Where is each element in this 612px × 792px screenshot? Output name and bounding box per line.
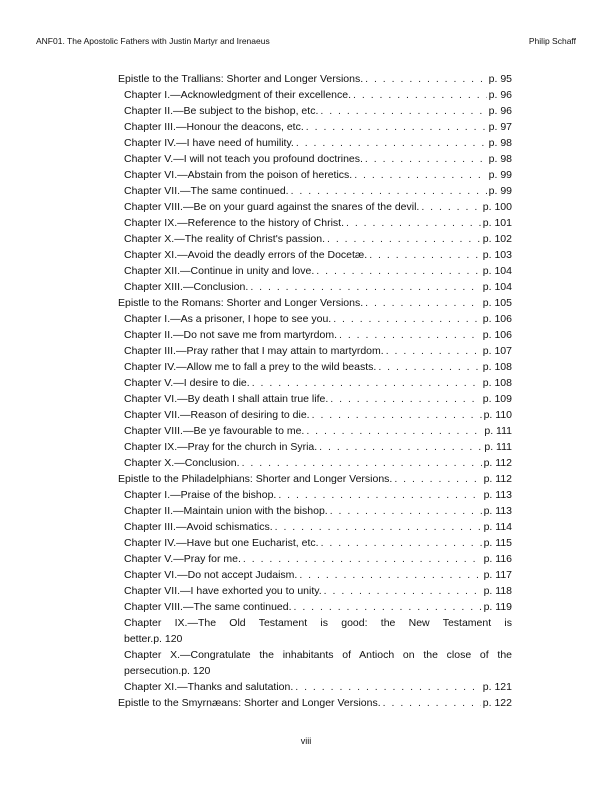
toc-entry-title: Chapter IV.—I have need of humility.: [124, 137, 294, 149]
toc-chapter-entry[interactable]: [118, 583, 512, 599]
dot-leader: [312, 407, 482, 423]
toc-entry-title: Chapter II.—Do not save me from martyrdom.: [124, 329, 337, 341]
toc-page-number: p. 97: [488, 121, 512, 133]
dot-leader: [306, 119, 487, 135]
toc-page-number: p. 98: [488, 137, 512, 149]
toc-chapter-entry[interactable]: [118, 487, 512, 503]
dot-leader: [383, 695, 481, 711]
toc-entry-title-continued: persecution.: [124, 665, 182, 677]
toc-page-number: p. 108: [482, 361, 512, 373]
toc-chapter-entry[interactable]: [118, 263, 512, 279]
page-number: viii: [300, 736, 312, 746]
dot-leader: [333, 311, 481, 327]
toc-entry-title: Chapter VIII.—The same continued.: [124, 601, 292, 613]
dot-leader: [242, 455, 482, 471]
toc-page-number: p. 111: [484, 441, 512, 453]
toc-page-number: p. 114: [483, 521, 512, 533]
dot-leader: [306, 423, 482, 439]
toc-chapter-entry[interactable]: [118, 599, 512, 615]
toc-chapter-entry[interactable]: [118, 151, 512, 167]
running-header-author: Philip Schaff: [528, 36, 576, 46]
toc-page-number: p. 99: [488, 185, 512, 197]
toc-entry-title: Chapter III.—Pray rather that I may attain to martyrdom.: [124, 345, 384, 357]
dot-leader: [320, 103, 486, 119]
toc-chapter-entry[interactable]: [118, 231, 512, 247]
toc-entry-title: Chapter IV.—Allow me to fall a prey to the wild beasts.: [124, 361, 377, 373]
toc-chapter-entry[interactable]: [118, 119, 512, 135]
dot-leader: [296, 135, 487, 151]
toc-page-number: p. 118: [483, 585, 512, 597]
toc-entry-title: Epistle to the Trallians: Shorter and Longer Versions.: [118, 73, 364, 85]
toc-entry-title: Chapter V.—Pray for me.: [124, 553, 241, 565]
toc-entry[interactable]: [118, 615, 512, 647]
toc-epistle-entry[interactable]: [118, 695, 512, 711]
toc-page-number: p. 110: [483, 409, 512, 421]
dot-leader: [365, 295, 481, 311]
dot-leader: [386, 343, 481, 359]
toc-page-number: p. 117: [483, 569, 512, 581]
toc-entry-row: [118, 631, 512, 647]
toc-entry-title: Chapter IX.—Pray for the church in Syria.: [124, 441, 318, 453]
toc-entry-title: Chapter XI.—Thanks and salutation.: [124, 681, 294, 693]
table-of-contents: [118, 71, 512, 711]
toc-entry-title: Chapter X.—Congratulate the inhabitants of Antioch on the close of the: [124, 649, 512, 661]
toc-entry-title: Chapter IX.—The Old Testament is good: the New Testament is: [124, 617, 512, 629]
toc-epistle-entry[interactable]: [118, 71, 512, 87]
toc-chapter-entry[interactable]: [118, 519, 512, 535]
toc-page-number: p. 99: [488, 169, 512, 181]
toc-chapter-entry[interactable]: [118, 199, 512, 215]
toc-entry-title: Chapter I.—Praise of the bishop.: [124, 489, 277, 501]
toc-page-number: p. 96: [488, 105, 512, 117]
toc-entry-title: Chapter V.—I desire to die.: [124, 377, 250, 389]
dot-leader: [324, 583, 482, 599]
dot-leader: [394, 471, 481, 487]
toc-entry-title: Chapter VIII.—Be ye favourable to me.: [124, 425, 305, 437]
toc-chapter-entry[interactable]: [118, 503, 512, 519]
toc-chapter-entry[interactable]: [118, 343, 512, 359]
toc-entry-row: [118, 663, 512, 679]
toc-entry-title: Chapter II.—Be subject to the bishop, etc.: [124, 105, 319, 117]
dot-leader: [316, 263, 481, 279]
toc-entry-title: Chapter IX.—Reference to the history of Christ.: [124, 217, 345, 229]
toc-chapter-entry[interactable]: [118, 439, 512, 455]
toc-entry-title-continued: better.: [124, 633, 154, 645]
toc-entry-title: Chapter VIII.—Be on your guard against the snares of the devil.: [124, 201, 420, 213]
toc-entry-title: Chapter V.—I will not teach you profound doctrines.: [124, 153, 363, 165]
toc-entry-title: Epistle to the Philadelphians: Shorter and Longer Versions.: [118, 473, 393, 485]
toc-entry-title: Chapter III.—Honour the deacons, etc.: [124, 121, 304, 133]
toc-epistle-entry[interactable]: [118, 471, 512, 487]
dot-leader: [319, 439, 482, 455]
toc-chapter-entry[interactable]: [118, 391, 512, 407]
toc-entry-title: Chapter III.—Avoid schismatics.: [124, 521, 273, 533]
dot-leader: [291, 183, 487, 199]
toc-chapter-entry[interactable]: [118, 679, 512, 695]
dot-leader: [294, 599, 482, 615]
toc-page-number: p. 104: [482, 281, 512, 293]
toc-chapter-entry[interactable]: [118, 103, 512, 119]
toc-page-number: p. 101: [482, 217, 512, 229]
toc-entry-title: Chapter VI.—Do not accept Judaism.: [124, 569, 298, 581]
toc-page-number: p. 105: [482, 297, 512, 309]
toc-chapter-entry[interactable]: [118, 567, 512, 583]
dot-leader: [330, 503, 482, 519]
dot-leader: [278, 487, 481, 503]
dot-leader: [275, 519, 482, 535]
toc-entry-title: Chapter X.—Conclusion.: [124, 457, 240, 469]
toc-chapter-entry[interactable]: [118, 455, 512, 471]
toc-page-number: p. 109: [482, 393, 512, 405]
toc-page-number: p. 120: [181, 665, 211, 677]
toc-entry-title: Epistle to the Smyrnæans: Shorter and Longer Versions.: [118, 697, 381, 709]
dot-leader: [421, 199, 480, 215]
toc-chapter-entry[interactable]: [118, 423, 512, 439]
toc-entry-title: Chapter I.—As a prisoner, I hope to see you.: [124, 313, 332, 325]
dot-leader: [327, 231, 481, 247]
toc-page-number: p. 104: [482, 265, 512, 277]
toc-chapter-entry[interactable]: [118, 375, 512, 391]
toc-page-number: p. 119: [483, 601, 512, 613]
dot-leader: [365, 151, 487, 167]
toc-entry-title: Epistle to the Romans: Shorter and Longer Versions.: [118, 297, 364, 309]
dot-leader: [339, 327, 481, 343]
toc-page-number: p. 113: [483, 489, 512, 501]
toc-entry-title: Chapter I.—Acknowledgment of their excellence.: [124, 89, 352, 101]
toc-entry-title: Chapter VII.—I have exhorted you to unity.: [124, 585, 322, 597]
toc-page-number: p. 122: [482, 697, 512, 709]
toc-page-number: p. 120: [153, 633, 183, 645]
toc-entry-title: Chapter VII.—Reason of desiring to die.: [124, 409, 310, 421]
toc-page-number: p. 102: [482, 233, 512, 245]
toc-entry-title: Chapter VI.—By death I shall attain true life.: [124, 393, 329, 405]
toc-chapter-entry[interactable]: [118, 311, 512, 327]
dot-leader: [346, 215, 481, 231]
dot-leader: [321, 535, 482, 551]
toc-chapter-entry[interactable]: [118, 167, 512, 183]
toc-chapter-entry[interactable]: [118, 247, 512, 263]
dot-leader: [299, 567, 481, 583]
toc-entry-title: Chapter X.—The reality of Christ's passion.: [124, 233, 326, 245]
toc-chapter-entry[interactable]: [118, 407, 512, 423]
toc-chapter-entry[interactable]: [118, 327, 512, 343]
dot-leader: [369, 247, 481, 263]
dot-leader: [353, 87, 487, 103]
toc-page-number: p. 103: [482, 249, 512, 261]
toc-page-number: p. 106: [482, 329, 512, 341]
toc-page-number: p. 106: [482, 313, 512, 325]
toc-page-number: p. 95: [488, 73, 512, 85]
dot-leader: [250, 279, 480, 295]
toc-page-number: p. 121: [482, 681, 512, 693]
toc-chapter-entry[interactable]: [118, 535, 512, 551]
toc-page-number: p. 113: [483, 505, 512, 517]
toc-entry-title: Chapter VI.—Abstain from the poison of heretics.: [124, 169, 353, 181]
toc-chapter-entry[interactable]: [118, 87, 512, 103]
toc-page-number: p. 100: [482, 201, 512, 213]
toc-page-number: p. 112: [483, 473, 512, 485]
toc-entry-title: Chapter XIII.—Conclusion.: [124, 281, 249, 293]
toc-entry-title: Chapter XII.—Continue in unity and love.: [124, 265, 315, 277]
toc-page-number: p. 112: [483, 457, 512, 469]
toc-page-number: p. 108: [482, 377, 512, 389]
toc-page-number: p. 98: [488, 153, 512, 165]
toc-page-number: p. 115: [483, 537, 512, 549]
toc-chapter-entry[interactable]: [118, 183, 512, 199]
toc-page-number: p. 116: [483, 553, 512, 565]
dot-leader: [365, 71, 487, 87]
running-header-title: ANF01. The Apostolic Fathers with Justin Martyr and Irenaeus: [36, 36, 270, 46]
dot-leader: [378, 359, 480, 375]
toc-chapter-entry[interactable]: [118, 135, 512, 151]
dot-leader: [243, 551, 482, 567]
toc-page-number: p. 111: [484, 425, 512, 437]
dot-leader: [330, 391, 481, 407]
dot-leader: [252, 375, 481, 391]
toc-entry-title: Chapter II.—Maintain union with the bishop.: [124, 505, 328, 517]
toc-chapter-entry[interactable]: [118, 551, 512, 567]
toc-epistle-entry[interactable]: [118, 295, 512, 311]
toc-entry[interactable]: [118, 647, 512, 679]
toc-chapter-entry[interactable]: [118, 279, 512, 295]
toc-page-number: p. 107: [482, 345, 512, 357]
dot-leader: [354, 167, 486, 183]
toc-chapter-entry[interactable]: [118, 359, 512, 375]
toc-entry-title: Chapter XI.—Avoid the deadly errors of the Docetæ.: [124, 249, 368, 261]
toc-entry-title: Chapter IV.—Have but one Eucharist, etc.: [124, 537, 319, 549]
toc-entry-title: Chapter VII.—The same continued.: [124, 185, 289, 197]
toc-chapter-entry[interactable]: [118, 215, 512, 231]
toc-page-number: p. 96: [488, 89, 512, 101]
dot-leader: [295, 679, 481, 695]
